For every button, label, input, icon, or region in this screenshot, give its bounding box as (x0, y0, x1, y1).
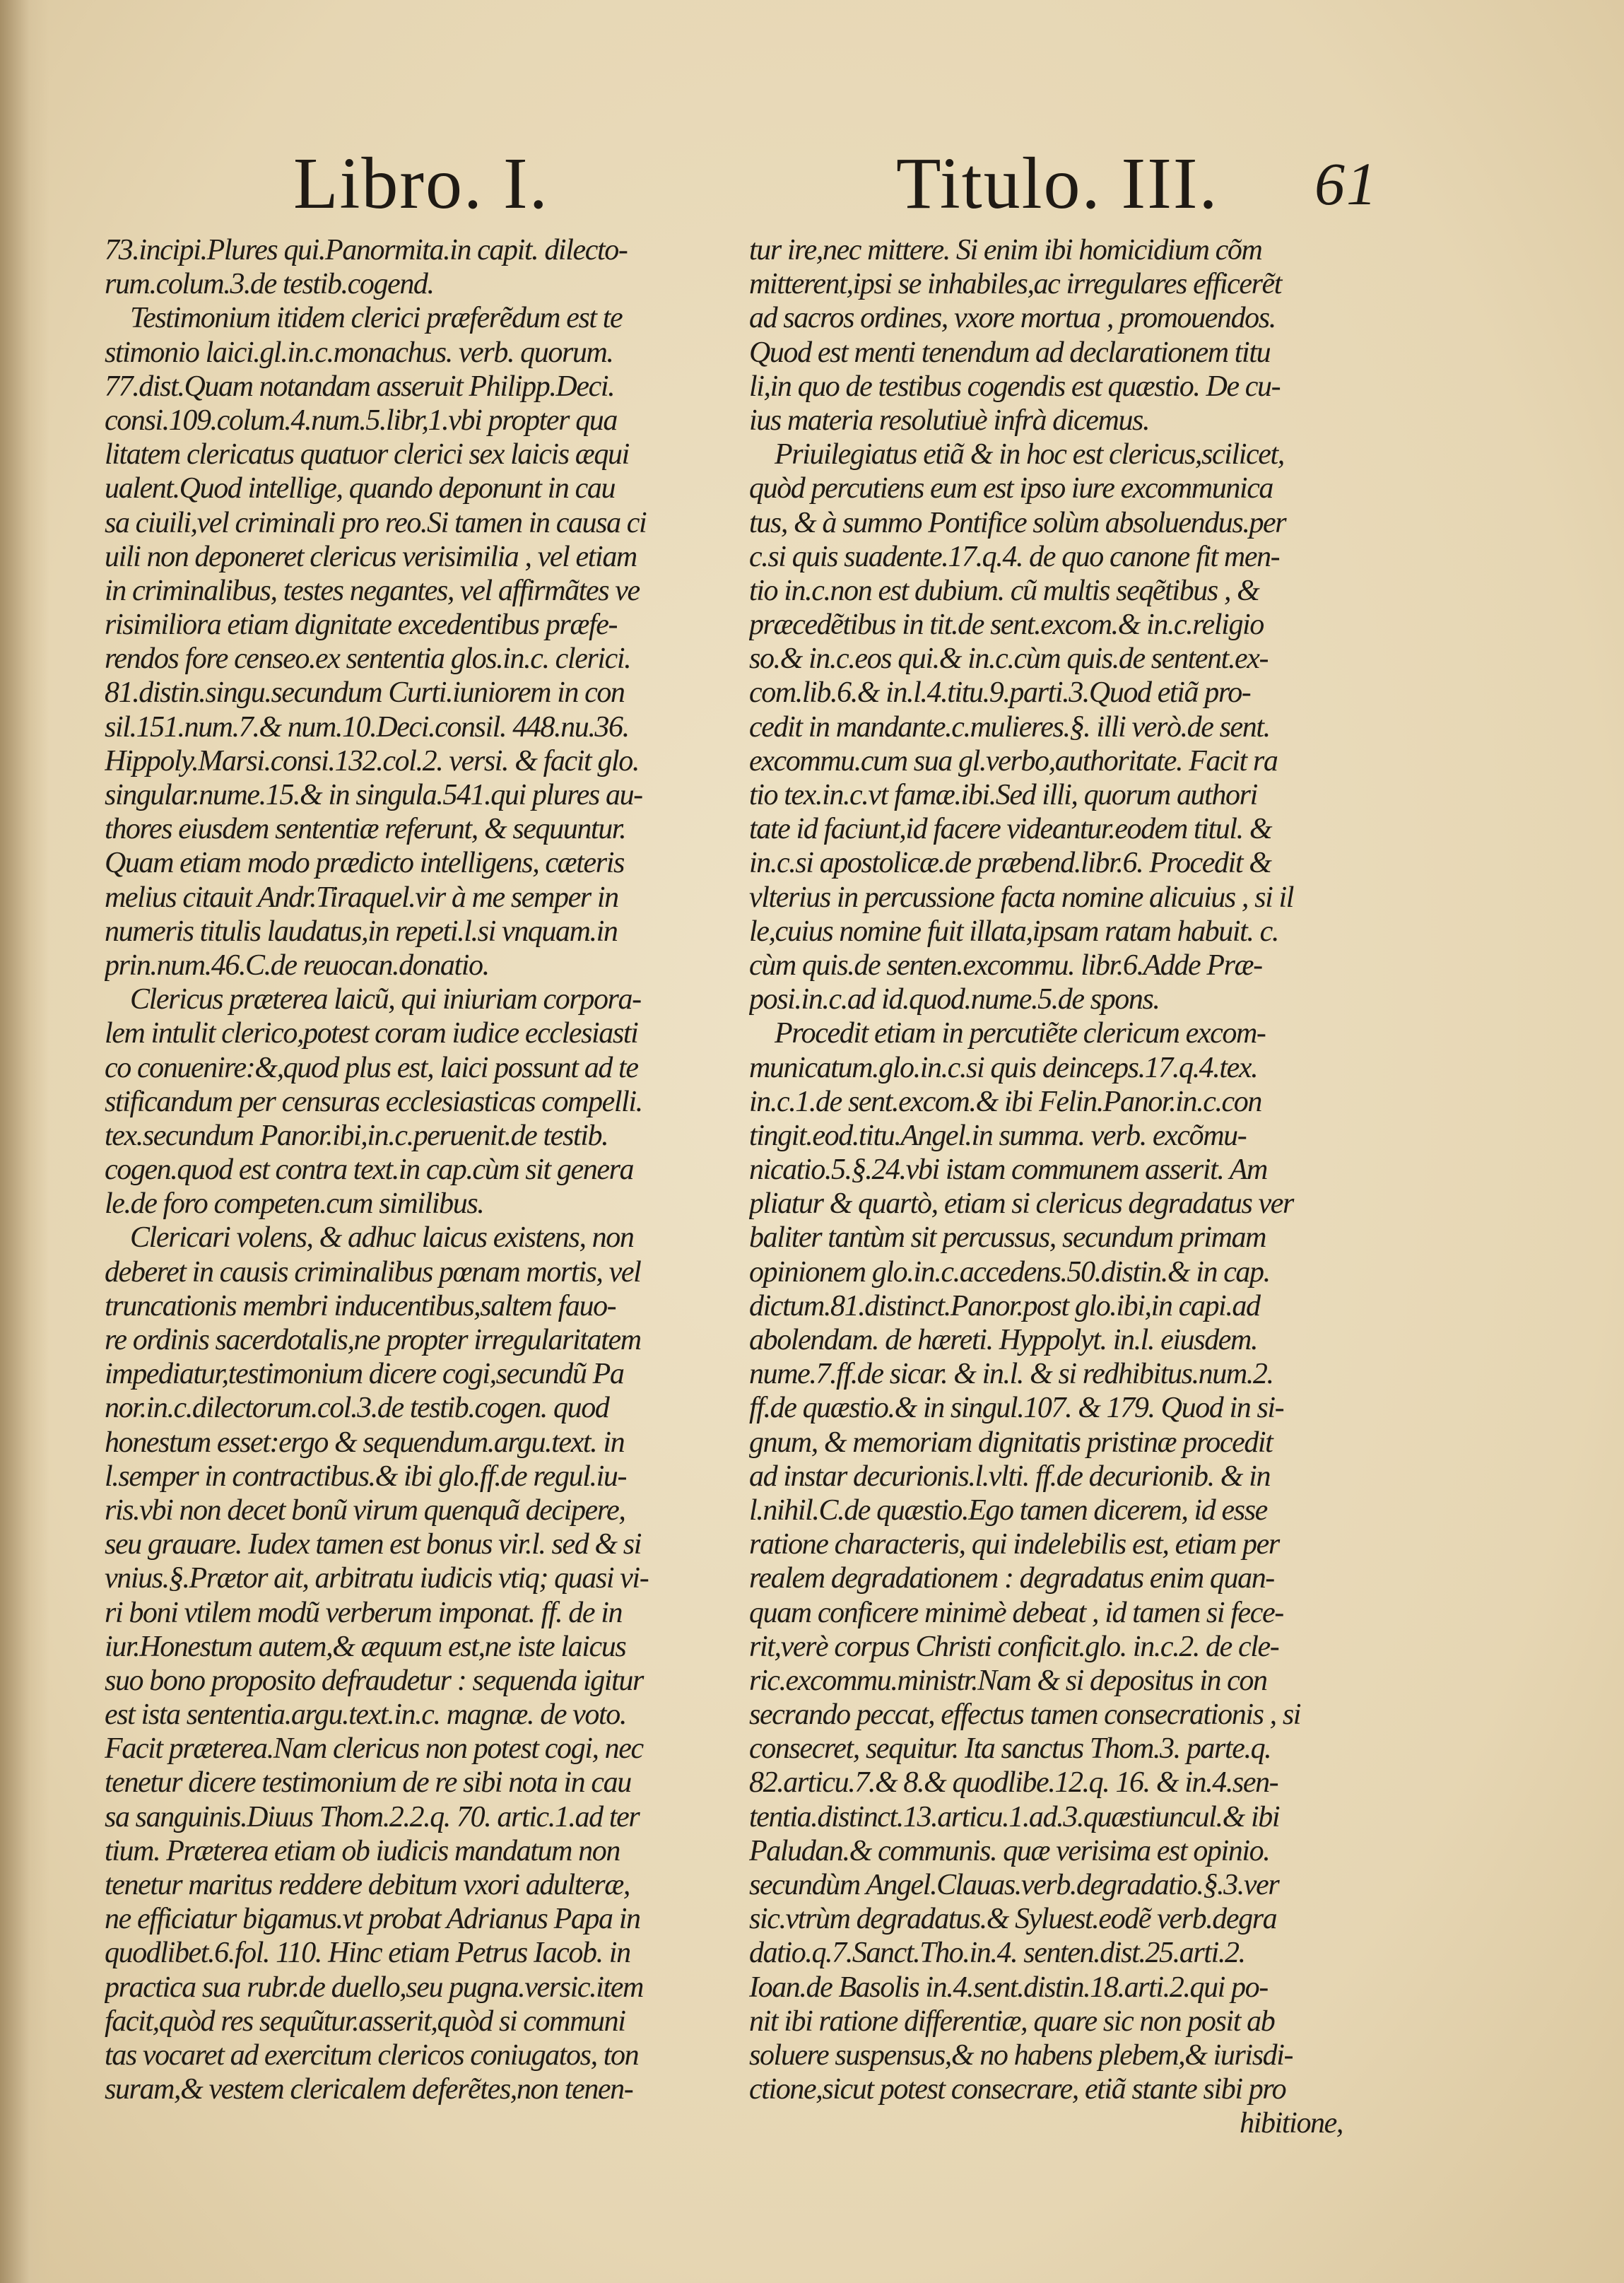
left-column (105, 233, 712, 2106)
text-line: risimiliora etiam dignitate excedentibus præfe- (105, 609, 618, 642)
text-line: Quam etiam modo prædicto intelligens, cæteris (105, 847, 624, 880)
text-line: sa ciuili,vel criminali pro reo.Si tamen in causa ci (105, 506, 647, 539)
text-line: sic.vtrùm degradatus.& Syluest.eodẽ verb.degra (749, 1903, 1277, 1936)
right-column (749, 233, 1357, 2141)
text-line: Testimonium itidem clerici præferẽdum est te (130, 302, 623, 335)
text-line: in criminalibus, testes negantes, vel affirmãtes ve (105, 574, 640, 607)
text-line: nicatio.5.§.24.vbi istam communem asserit. Am (749, 1154, 1267, 1187)
text-line: c.si quis suadente.17.q.4. de quo canone fit men- (749, 540, 1280, 573)
text-line: rendos fore censeo.ex sententia glos.in.c. clerici. (105, 642, 631, 676)
text-line: consecret, sequitur. Ita sanctus Thom.3. parte.q. (749, 1732, 1271, 1766)
text-line: præcedẽtibus in tit.de sent.excom.& in.c.religio (749, 609, 1264, 642)
text-line: gnum, & memoriam dignitatis pristinæ procedit (749, 1426, 1273, 1459)
text-line: cogen.quod est contra text.in cap.cùm sit genera (105, 1154, 634, 1187)
text-line: stificandum per censuras ecclesiasticas compelli. (105, 1085, 642, 1118)
text-line: ualent.Quod intellige, quando deponunt in cau (105, 472, 616, 505)
text-line: truncationis membri inducentibus,saltem fauo- (105, 1289, 616, 1322)
text-line: secundùm Angel.Clauas.verb.degradatio.§.3.ver (749, 1869, 1279, 1901)
text-line: pliatur & quartò, etiam si clericus degradatus ver (749, 1187, 1293, 1221)
text-line: rit,verè corpus Christi conficit.glo. in.c.2. de cle- (749, 1630, 1279, 1663)
text-line: tas vocaret ad exercitum clericos coniugatos, ton (105, 2038, 639, 2072)
text-line: opinionem glo.in.c.accedens.50.distin.& in cap. (749, 1255, 1270, 1289)
text-line: numeris titulis laudatus,in repeti.l.si vnquam.in (105, 915, 618, 948)
header-title: Titulo. III. (896, 143, 1219, 224)
text-line: baliter tantùm sit percussus, secundum primam (749, 1221, 1266, 1255)
text-line: prin.num.46.C.de reuocan.donatio. (105, 949, 489, 982)
text-line: litatem clericatus quatuor clerici sex laicis æqui (105, 438, 629, 471)
text-line: datio.q.7.Sanct.Tho.in.4. senten.dist.25.arti.2. (749, 1937, 1245, 1970)
text-line: soluere suspensus,& no habens plebem,& iurisdi- (749, 2038, 1293, 2072)
text-line: vlterius in percussione facta nomine alicuius , si il (749, 881, 1293, 914)
text-line: seu grauare. Iudex tamen est bonus vir.l. sed & si (105, 1528, 642, 1561)
text-line: ric.excommu.ministr.Nam & si depositus in con (749, 1664, 1267, 1697)
text-line: ctione,sicut potest consecrare, etiã stante sibi pro (749, 2073, 1286, 2106)
text-line: tur ire,nec mittere. Si enim ibi homicidium cõm (749, 234, 1262, 266)
text-line: excommu.cum sua gl.verbo,authoritate. Facit ra (749, 744, 1278, 777)
text-line: in.c.si apostolicæ.de præbend.libr.6. Procedit & (749, 847, 1271, 880)
text-line: quam conficere minimè debeat , id tamen si fece- (749, 1596, 1283, 1629)
text-line: Priuilegiatus etiã & in hoc est clericus,scilicet, (775, 438, 1284, 471)
text-line: secrando peccat, effectus tamen consecrationis , si (749, 1698, 1301, 1732)
text-line: est ista sententia.argu.text.in.c. magnæ. de voto. (105, 1698, 626, 1732)
text-line: le.de foro competen.cum similibus. (105, 1187, 484, 1221)
text-line: Clericus præterea laicũ, qui iniuriam corpora- (130, 983, 641, 1016)
running-header (0, 138, 1624, 230)
text-line: tex.secundum Panor.ibi,in.c.peruenit.de testib. (105, 1119, 608, 1152)
text-line: sa sanguinis.Diuus Thom.2.2.q. 70. artic.1.ad ter (105, 1800, 640, 1833)
text-line: tio tex.in.c.vt famæ.ibi.Sed illi, quorum authori (749, 779, 1257, 811)
text-line: tentia.distinct.13.articu.1.ad.3.quæstiuncul.& ibi (749, 1800, 1280, 1833)
text-line: facit,quòd res sequũtur.asserit,quòd si communi (105, 2005, 625, 2038)
text-line: ris.vbi non decet bonũ virum quenquã decipere, (105, 1493, 625, 1527)
text-line: l.nihil.C.de quæstio.Ego tamen dicerem, id esse (749, 1493, 1267, 1527)
text-line: ad instar decurionis.l.vlti. ff.de decurionib. & in (749, 1460, 1271, 1493)
text-line: nit ibi ratione differentiæ, quare sic non posit ab (749, 2005, 1275, 2038)
text-line: Quod est menti tenendum ad declarationem titu (749, 336, 1271, 369)
text-line: ff.de quæstio.& in singul.107. & 179. Quod in si- (749, 1392, 1284, 1425)
text-line: in.c.1.de sent.excom.& ibi Felin.Panor.in.c.con (749, 1085, 1262, 1118)
text-line: li,in quo de testibus cogendis est quæstio. De cu- (749, 370, 1281, 403)
text-line: co conuenire:&,quod plus est, laici possunt ad te (105, 1051, 638, 1084)
text-line: dictum.81.distinct.Panor.post glo.ibi,in capi.ad (749, 1289, 1260, 1322)
text-line: cùm quis.de senten.excommu. libr.6.Adde Præ- (749, 949, 1262, 982)
text-line: tate id faciunt,id facere videantur.eodem titul. & (749, 813, 1272, 846)
text-line: quodlibet.6.fol. 110. Hinc etiam Petrus Iacob. in (105, 1937, 630, 1970)
text-line: ri boni vtilem modũ verberum imponat. ff. de in (105, 1596, 623, 1629)
text-line: hibitione, (1240, 2107, 1343, 2140)
text-line: deberet in causis criminalibus pœnam mortis, vel (105, 1255, 641, 1289)
text-line: 73.incipi.Plures qui.Panormita.in capit. dilecto- (105, 234, 628, 266)
text-line: Paludan.& communis. quæ verisima est opinio. (749, 1834, 1270, 1867)
text-line: mitterent,ipsi se inhabiles,ac irregulares efficerẽt (749, 268, 1282, 301)
text-line: sil.151.num.7.& num.10.Deci.consil. 448.nu.36. (105, 710, 629, 744)
text-line: Hippoly.Marsi.consi.132.col.2. versi. & facit glo. (105, 744, 639, 777)
text-line: re ordinis sacerdotalis,ne propter irregularitatem (105, 1324, 641, 1356)
text-line: municatum.glo.in.c.si quis deinceps.17.q.4.tex. (749, 1051, 1258, 1084)
text-line: quòd percutiens eum est ipso iure excommunica (749, 472, 1273, 505)
text-line: lem intulit clerico,potest coram iudice ecclesiasti (105, 1017, 638, 1050)
text-line: uili non deponeret clericus verisimilia , vel etiam (105, 540, 637, 573)
text-line: suram,& vestem clericalem deferẽtes,non tenen- (105, 2073, 633, 2106)
text-line: rum.colum.3.de testib.cogend. (105, 268, 434, 301)
text-line: thores eiusdem sententiæ referunt, & sequuntur. (105, 813, 626, 846)
text-line: impediatur,testimonium dicere cogi,secundũ Pa (105, 1358, 624, 1391)
text-line: ratione characteris, qui indelebilis est, etiam per (749, 1528, 1279, 1561)
text-line: com.lib.6.& in.l.4.titu.9.parti.3.Quod etiã pro- (749, 676, 1251, 710)
text-line: Ioan.de Basolis in.4.sent.distin.18.arti.2.qui po- (749, 1971, 1268, 2004)
header-book: Libro. I. (293, 143, 549, 224)
text-line: consi.109.colum.4.num.5.libr,1.vbi propter qua (105, 404, 618, 437)
page-number: 61 (1314, 150, 1378, 218)
text-line: nor.in.c.dilectorum.col.3.de testib.cogen. quod (105, 1392, 609, 1425)
text-line: tium. Præterea etiam ob iudicis mandatum non (105, 1834, 620, 1867)
text-line: vnius.§.Prætor ait, arbitratu iudicis vtiq; quasi vi- (105, 1562, 649, 1595)
text-line: tenetur dicere testimonium de re sibi nota in cau (105, 1766, 631, 1800)
text-line: honestum esset:ergo & sequendum.argu.text. in (105, 1426, 625, 1459)
text-line: melius citauit Andr.Tiraquel.vir à me semper in (105, 881, 618, 914)
text-line: 81.distin.singu.secundum Curti.iuniorem in con (105, 676, 625, 710)
text-line: tenetur maritus reddere debitum vxori adulteræ, (105, 1869, 630, 1901)
text-line: ad sacros ordines, vxore mortua , promouendos. (749, 302, 1276, 335)
text-line: singular.nume.15.& in singula.541.qui plures au- (105, 779, 642, 811)
text-line: le,cuius nomine fuit illata,ipsam ratam habuit. c. (749, 915, 1278, 948)
text-line: Procedit etiam in percutiẽte clericum excom- (775, 1017, 1266, 1050)
text-line: suo bono proposito defraudetur : sequenda igitur (105, 1664, 643, 1697)
text-line: Clericari volens, & adhuc laicus existens, non (130, 1221, 634, 1255)
text-line: tingit.eod.titu.Angel.in summa. verb. excõmu- (749, 1119, 1247, 1152)
text-line: abolendam. de hæreti. Hyppolyt. in.l. eiusdem. (749, 1324, 1258, 1356)
text-line: l.semper in contractibus.& ibi glo.ff.de regul.iu- (105, 1460, 627, 1493)
text-line: Facit præterea.Nam clericus non potest cogi, nec (105, 1732, 643, 1766)
text-line: so.& in.c.eos qui.& in.c.cùm quis.de sentent.ex- (749, 642, 1269, 676)
page-gutter-shadow (0, 0, 49, 2283)
text-line: 82.articu.7.& 8.& quodlibe.12.q. 16. & in.4.sen- (749, 1766, 1278, 1800)
text-line: iur.Honestum autem,& æquum est,ne iste laicus (105, 1630, 626, 1663)
text-line: posi.in.c.ad id.quod.nume.5.de spons. (749, 983, 1160, 1016)
text-line: realem degradationem : degradatus enim quan- (749, 1562, 1274, 1595)
text-line: tus, & à summo Pontifice solùm absoluendus.per (749, 506, 1286, 539)
text-line: nume.7.ff.de sicar. & in.l. & si redhibitus.num.2. (749, 1358, 1273, 1391)
text-line: tio in.c.non est dubium. cũ multis seqẽtibus , & (749, 574, 1259, 607)
text-line: ne efficiatur bigamus.vt probat Adrianus Papa in (105, 1903, 640, 1936)
text-line: stimonio laici.gl.in.c.monachus. verb. quorum. (105, 336, 613, 369)
text-line: cedit in mandante.c.mulieres.§. illi verò.de sent. (749, 710, 1270, 744)
text-line: practica sua rubr.de duello,seu pugna.versic.item (105, 1971, 643, 2004)
text-line: ius materia resolutiuè infrà dicemus. (749, 404, 1150, 437)
text-line: 77.dist.Quam notandam asseruit Philipp.Deci. (105, 370, 615, 403)
